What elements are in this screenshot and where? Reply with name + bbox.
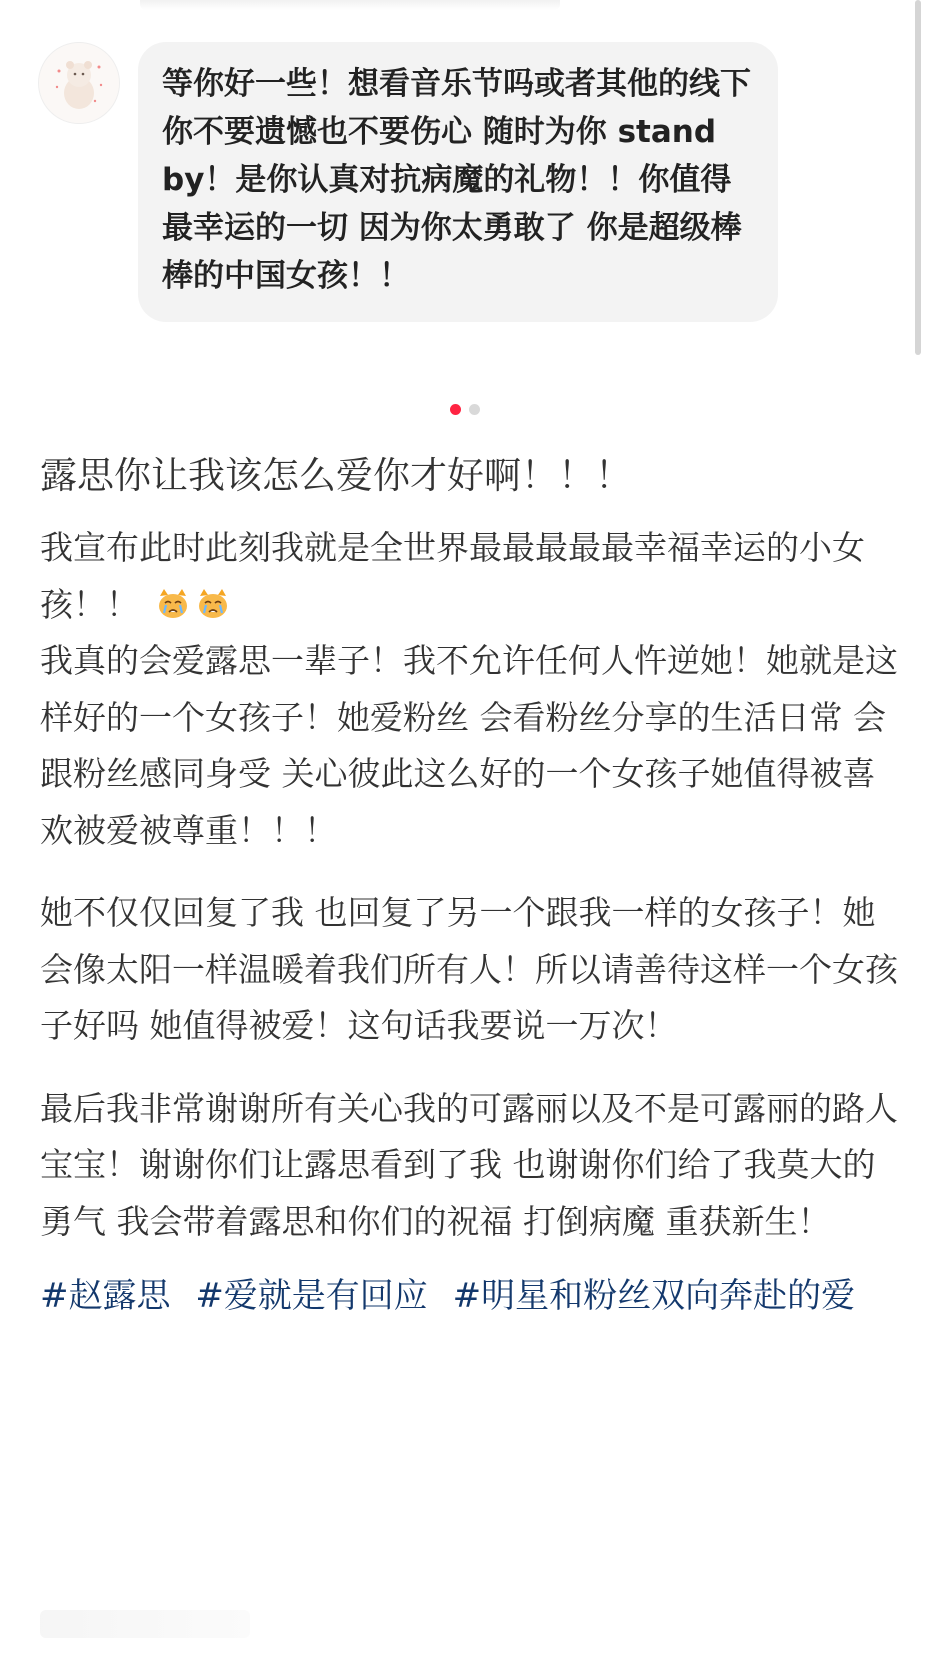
hashtag-link[interactable]: #爱就是有回应 [195, 1276, 428, 1316]
comment-bubble: 等你好一些！想看音乐节吗或者其他的线下 你不要遗憾也不要伤心 随时为你 stand by！是你认真对抗病魔的礼物！！你值得最幸运的一切 因为你太勇敢了 你是超级棒棒的中国女孩！！ [138, 42, 778, 322]
post-paragraph-2: 她不仅仅回复了我 也回复了另一个跟我一样的女孩子！她会像太阳一样温暖着我们所有人！所以请善待这样一个女孩子好吗 她值得被爱！这句话我要说一万次！ [40, 893, 898, 1045]
paragraph-text: 我真的会爱露思一辈子！我不允许任何人忤逆她！她就是这样好的一个女孩子！她爱粉丝 会看粉丝分享的生活日常 会跟粉丝感同身受 关心彼此这么好的一个女孩子她值得被喜欢被爱被尊重！！！ [40, 641, 898, 850]
post-paragraph-3: 最后我非常谢谢所有关心我的可露丽以及不是可露丽的路人宝宝！谢谢你们让露思看到了我 也谢谢你们给了我莫大的勇气 我会带着露思和你们的祝福 打倒病魔 重获新生！ [40, 1088, 898, 1241]
commenter-avatar[interactable] [38, 42, 120, 124]
carousel-dot[interactable] [469, 404, 480, 415]
previous-item-edge [140, 0, 560, 10]
crying-cat-icon [196, 588, 230, 620]
hashtag-list [40, 1268, 900, 1325]
post-content [40, 450, 900, 1325]
scrollbar[interactable] [915, 0, 921, 355]
paragraph-text: 我宣布此时此刻我就是全世界最最最最最幸福幸运的小女孩！！ [40, 528, 865, 624]
crying-cat-icon [156, 588, 190, 620]
hashtag-link[interactable]: #赵露思 [40, 1276, 171, 1316]
bear-avatar-icon [39, 43, 119, 123]
blurred-footer-text [40, 1610, 250, 1638]
carousel-dot-active[interactable] [450, 404, 461, 415]
hashtag-link[interactable]: #明星和粉丝双向奔赴的爱 [452, 1276, 856, 1316]
carousel-indicator [0, 404, 929, 415]
post-paragraph-1 [40, 520, 900, 859]
post-title: 露思你让我该怎么爱你才好啊！！！ [40, 454, 632, 497]
